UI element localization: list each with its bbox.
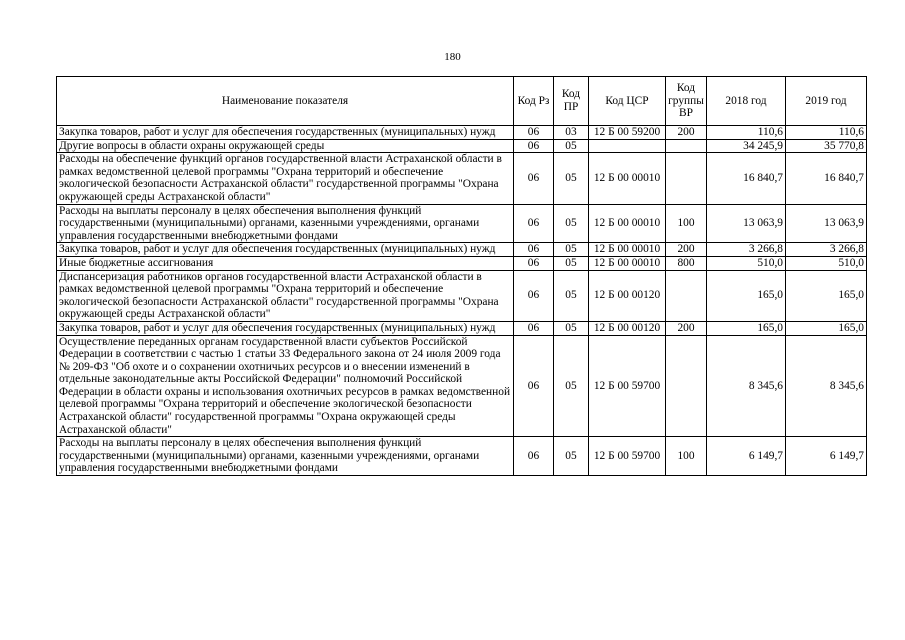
header-rz: Код Рз: [514, 77, 554, 126]
cell-csr: 12 Б 00 00010: [589, 204, 666, 243]
cell-vr: 200: [666, 126, 707, 140]
table-row: [57, 153, 867, 204]
cell-vr: [666, 270, 707, 321]
cell-2018: 16 840,7: [707, 153, 786, 204]
cell-2018: 13 063,9: [707, 204, 786, 243]
cell-pr: 05: [554, 437, 589, 476]
cell-2018: 165,0: [707, 270, 786, 321]
cell-rz: 06: [514, 256, 554, 270]
cell-rz: 06: [514, 437, 554, 476]
cell-pr: 05: [554, 153, 589, 204]
cell-name: Закупка товаров, работ и услуг для обеспечения государственных (муниципальных) нужд: [57, 126, 514, 140]
cell-2019: 6 149,7: [786, 437, 867, 476]
cell-vr: [666, 153, 707, 204]
cell-vr: 100: [666, 437, 707, 476]
cell-pr: 05: [554, 335, 589, 437]
cell-vr: 100: [666, 204, 707, 243]
table-row: [57, 204, 867, 243]
cell-rz: 06: [514, 270, 554, 321]
cell-rz: 06: [514, 335, 554, 437]
budget-table: [56, 76, 867, 476]
cell-pr: 05: [554, 321, 589, 335]
cell-pr: 05: [554, 204, 589, 243]
cell-vr: [666, 335, 707, 437]
cell-vr: 800: [666, 256, 707, 270]
cell-vr: 200: [666, 321, 707, 335]
cell-csr: 12 Б 00 00010: [589, 153, 666, 204]
table-row: [57, 270, 867, 321]
page-number: 180: [444, 51, 461, 63]
table-row: [57, 335, 867, 437]
cell-csr: 12 Б 00 59700: [589, 437, 666, 476]
cell-rz: 06: [514, 243, 554, 257]
cell-name: Другие вопросы в области охраны окружающей среды: [57, 139, 514, 153]
cell-2018: 165,0: [707, 321, 786, 335]
cell-csr: 12 Б 00 00120: [589, 270, 666, 321]
cell-2019: 35 770,8: [786, 139, 867, 153]
cell-2019: 110,6: [786, 126, 867, 140]
table-header-row: [57, 77, 867, 126]
cell-csr: 12 Б 00 59700: [589, 335, 666, 437]
cell-2019: 510,0: [786, 256, 867, 270]
cell-rz: 06: [514, 321, 554, 335]
table-row: [57, 243, 867, 257]
cell-2018: 510,0: [707, 256, 786, 270]
cell-2019: 13 063,9: [786, 204, 867, 243]
table-row: [57, 139, 867, 153]
cell-pr: 03: [554, 126, 589, 140]
cell-2019: 16 840,7: [786, 153, 867, 204]
cell-2019: 8 345,6: [786, 335, 867, 437]
cell-rz: 06: [514, 204, 554, 243]
table-body: [57, 126, 867, 476]
header-2018: 2018 год: [707, 77, 786, 126]
cell-2018: 34 245,9: [707, 139, 786, 153]
cell-name: Закупка товаров, работ и услуг для обеспечения государственных (муниципальных) нужд: [57, 243, 514, 257]
cell-name: Расходы на выплаты персоналу в целях обеспечения выполнения функций государственными (муниципальными) органами, казенными учреждениями, органами управления государственными внебюджетными фондами: [57, 437, 514, 476]
cell-name: Расходы на обеспечение функций органов государственной власти Астраханской области в рамках ведомственной целевой программы "Охрана территорий и обеспечение экологической безопасности Астраханской области" государственной программы "Охрана окружающей среды Астраханской области": [57, 153, 514, 204]
table-row: [57, 321, 867, 335]
header-pr: Код ПР: [554, 77, 589, 126]
cell-2018: 110,6: [707, 126, 786, 140]
header-name: Наименование показателя: [57, 77, 514, 126]
cell-name: Диспансеризация работников органов государственной власти Астраханской области в рамках ведомственной целевой программы "Охрана территорий и обеспечение экологической безопасности Астраханской области" государственной программы "Охрана окружающей среды Астраханской области": [57, 270, 514, 321]
cell-2019: 3 266,8: [786, 243, 867, 257]
cell-rz: 06: [514, 126, 554, 140]
header-csr: Код ЦСР: [589, 77, 666, 126]
cell-rz: 06: [514, 153, 554, 204]
cell-pr: 05: [554, 139, 589, 153]
cell-2018: 6 149,7: [707, 437, 786, 476]
cell-pr: 05: [554, 243, 589, 257]
cell-rz: 06: [514, 139, 554, 153]
header-2019: 2019 год: [786, 77, 867, 126]
cell-csr: 12 Б 00 00010: [589, 256, 666, 270]
cell-csr: 12 Б 00 00010: [589, 243, 666, 257]
cell-vr: 200: [666, 243, 707, 257]
cell-name: Осуществление переданных органам государственной власти субъектов Российской Федерации в соответствии с частью 1 статьи 33 Федерального закона от 24 июля 2009 года № 209-ФЗ "Об охоте и о сохранении охотничьих ресурсов и о внесении изменений в отдельные законодательные акты Российской Федерации" полномочий Российской Федерации в области охраны и использования охотничьих ресурсов в рамках ведомственной целевой программы "Охрана территорий и обеспечение экологической безопасности Астраханской области" государственной программы "Охрана окружающей среды Астраханской области": [57, 335, 514, 437]
cell-csr: 12 Б 00 00120: [589, 321, 666, 335]
cell-csr: 12 Б 00 59200: [589, 126, 666, 140]
cell-2019: 165,0: [786, 321, 867, 335]
cell-name: Расходы на выплаты персоналу в целях обеспечения выполнения функций государственными (муниципальными) органами, казенными учреждениями, органами управления государственными внебюджетными фондами: [57, 204, 514, 243]
cell-csr: [589, 139, 666, 153]
cell-2018: 8 345,6: [707, 335, 786, 437]
table-row: [57, 256, 867, 270]
cell-pr: 05: [554, 256, 589, 270]
cell-vr: [666, 139, 707, 153]
cell-name: Закупка товаров, работ и услуг для обеспечения государственных (муниципальных) нужд: [57, 321, 514, 335]
cell-2019: 165,0: [786, 270, 867, 321]
table-row: [57, 126, 867, 140]
cell-name: Иные бюджетные ассигнования: [57, 256, 514, 270]
cell-2018: 3 266,8: [707, 243, 786, 257]
cell-pr: 05: [554, 270, 589, 321]
header-vr: Код группы ВР: [666, 77, 707, 126]
table-row: [57, 437, 867, 476]
